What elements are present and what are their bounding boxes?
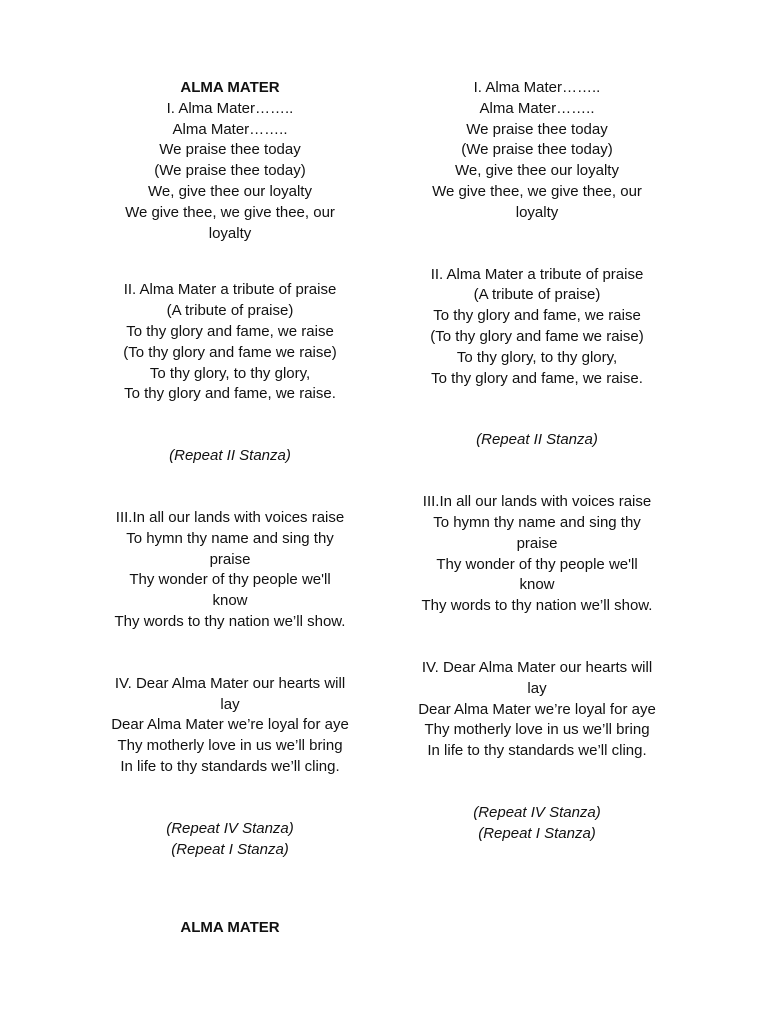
lyric-line: We praise thee today bbox=[159, 141, 301, 159]
lyric-line: III.In all our lands with voices raise bbox=[115, 508, 345, 526]
lyric-line: Alma Mater…….. bbox=[479, 99, 595, 117]
lyric-line: (A tribute of praise) bbox=[166, 302, 294, 320]
lyric-line: I. Alma Mater…….. bbox=[473, 79, 601, 96]
lyric-line: To hymn thy name and sing thy bbox=[126, 529, 334, 547]
lyric-line: Dear Alma Mater we’re loyal for aye bbox=[418, 700, 656, 718]
stanza-2 bbox=[85, 280, 375, 405]
lyric-line: Dear Alma Mater we’re loyal for aye bbox=[111, 716, 349, 734]
stanza-4 bbox=[392, 658, 682, 762]
lyric-line: lay bbox=[527, 679, 547, 697]
lyric-line: know bbox=[519, 576, 555, 594]
lyric-line: We give thee, we give thee, our bbox=[432, 182, 642, 200]
stanza-3 bbox=[392, 492, 682, 617]
lyric-line: We give thee, we give thee, our bbox=[125, 203, 335, 221]
lyric-line: To hymn thy name and sing thy bbox=[433, 513, 641, 531]
lyric-line: lay bbox=[220, 695, 240, 713]
lyric-line: (A tribute of praise) bbox=[473, 286, 601, 304]
lyric-line: III.In all our lands with voices raise bbox=[422, 493, 652, 511]
lyric-line: II. Alma Mater a tribute of praise bbox=[430, 265, 644, 283]
lyric-line: I. Alma Mater…….. bbox=[166, 99, 294, 117]
lyric-line: We, give thee our loyalty bbox=[148, 182, 312, 200]
lyric-line: II. Alma Mater a tribute of praise bbox=[123, 281, 337, 299]
stanza-4 bbox=[85, 674, 375, 778]
lyric-line: We praise thee today bbox=[466, 120, 608, 138]
song-title: ALMA MATER bbox=[180, 79, 280, 96]
lyric-line: (To thy glory and fame we raise) bbox=[123, 343, 337, 361]
lyric-line: To thy glory, to thy glory, bbox=[149, 364, 311, 382]
lyric-line: IV. Dear Alma Mater our hearts will bbox=[421, 658, 653, 676]
lyric-line: (We praise thee today) bbox=[461, 141, 613, 159]
repeat-instruction: (Repeat I Stanza) bbox=[478, 824, 596, 842]
lyric-line: To thy glory and fame, we raise bbox=[433, 307, 641, 325]
lyric-line: To thy glory and fame, we raise bbox=[126, 322, 334, 340]
lyric-line: IV. Dear Alma Mater our hearts will bbox=[114, 674, 346, 692]
stanza-1 bbox=[392, 78, 682, 224]
repeat-instruction: (Repeat IV Stanza) bbox=[473, 803, 601, 821]
repeat-instruction: (Repeat IV Stanza) bbox=[166, 819, 294, 837]
lyric-line: Thy wonder of thy people we'll bbox=[436, 555, 638, 573]
lyric-line: To thy glory and fame, we raise. bbox=[431, 369, 643, 387]
lyric-line: praise bbox=[209, 550, 251, 568]
lyric-line: We, give thee our loyalty bbox=[455, 162, 619, 180]
repeat-instruction: (Repeat II Stanza) bbox=[476, 431, 598, 449]
stanza-1 bbox=[85, 99, 375, 245]
lyric-line: loyalty bbox=[515, 203, 559, 221]
lyric-line: Alma Mater…….. bbox=[172, 120, 288, 138]
song-title-bottom: ALMA MATER bbox=[180, 919, 280, 936]
lyric-line: (To thy glory and fame we raise) bbox=[430, 327, 644, 345]
stanza-2 bbox=[392, 265, 682, 390]
repeat-instruction: (Repeat II Stanza) bbox=[169, 447, 291, 465]
lyric-line: praise bbox=[516, 534, 558, 552]
repeat-instruction: (Repeat I Stanza) bbox=[171, 840, 289, 858]
lyric-line: know bbox=[212, 592, 248, 610]
lyric-line: loyalty bbox=[208, 224, 252, 242]
lyric-line: In life to thy standards we’ll cling. bbox=[427, 742, 647, 760]
left-column bbox=[85, 78, 375, 860]
lyric-line: Thy wonder of thy people we'll bbox=[129, 571, 331, 589]
lyric-line: Thy motherly love in us we’ll bring bbox=[424, 721, 650, 739]
lyric-line: Thy motherly love in us we’ll bring bbox=[117, 737, 343, 755]
lyric-line: Thy words to thy nation we’ll show. bbox=[421, 597, 653, 615]
lyric-line: Thy words to thy nation we’ll show. bbox=[114, 612, 346, 630]
lyric-line: To thy glory, to thy glory, bbox=[456, 348, 618, 366]
lyric-line: In life to thy standards we’ll cling. bbox=[120, 757, 340, 775]
lyric-line: To thy glory and fame, we raise. bbox=[124, 385, 336, 403]
right-column bbox=[392, 78, 682, 845]
lyric-line: (We praise thee today) bbox=[154, 162, 306, 180]
stanza-3 bbox=[85, 508, 375, 633]
